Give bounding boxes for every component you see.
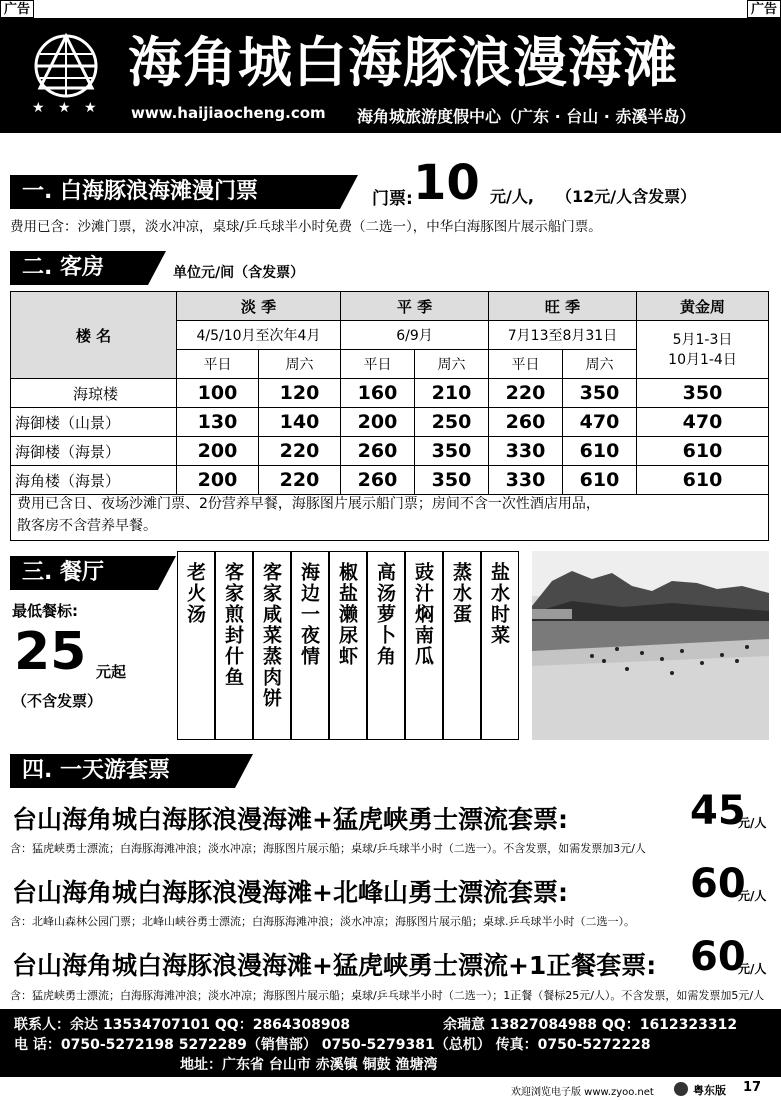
footer-welcome: 欢迎浏览电子版 www.zyoo.net [511, 1087, 654, 1098]
ticket-invoice-price: （12元/人含发票） [556, 187, 697, 206]
season-mid: 平 季 [341, 292, 489, 321]
room-price: 220 [259, 437, 341, 466]
room-price: 350 [637, 379, 769, 408]
room-price: 470 [563, 408, 637, 437]
room-price: 160 [341, 379, 415, 408]
room-price: 220 [259, 466, 341, 495]
season-high: 旺 季 [489, 292, 637, 321]
package-unit: 元/人 [738, 816, 767, 830]
day-label: 平日 [489, 350, 563, 379]
season-mid-dates: 6/9月 [341, 321, 489, 350]
package-price: 60 [690, 934, 746, 980]
season-low: 淡 季 [177, 292, 341, 321]
contact-line1b: 余瑞意 13827084988 QQ：1612323312 [443, 1017, 738, 1033]
min-meal-price: 25 [14, 622, 87, 682]
svg-text:★: ★ [58, 100, 71, 114]
day-label: 周六 [259, 350, 341, 379]
room-price: 120 [259, 379, 341, 408]
room-price: 610 [563, 437, 637, 466]
room-price: 130 [177, 408, 259, 437]
room-name: 海御楼（海景） [11, 437, 177, 466]
room-price: 610 [563, 466, 637, 495]
room-price: 250 [415, 408, 489, 437]
ticket-includes: 费用已含：沙滩门票，淡水冲凉，桌球/乒乓球半小时免费（二选一），中华白海豚图片展示船门票。 [10, 219, 602, 235]
table-row [11, 408, 769, 437]
ticket-label: 门票: [372, 189, 413, 209]
package-price: 60 [690, 861, 746, 907]
room-price-table [10, 291, 769, 495]
season-low-dates: 4/5/10月至次年4月 [177, 321, 341, 350]
room-price: 200 [341, 408, 415, 437]
day-label: 平日 [341, 350, 415, 379]
package-note: 含：北峰山森林公园门票；北峰山峡谷勇士漂流；白海豚海滩冲浪；淡水冲凉；海豚图片展示船；桌球.乒乓球半小时（二选一）。 [10, 915, 635, 928]
dish-item: 客家煎封什鱼 [215, 551, 253, 740]
rooms-note-line1: 费用已含日、夜场沙滩门票、2份营养早餐，海豚图片展示船门票；房间不含一次性酒店用品， [17, 496, 600, 512]
package-price: 45 [690, 788, 746, 834]
day-label: 平日 [177, 350, 259, 379]
zyoo-logo-icon [674, 1082, 688, 1096]
website-link[interactable]: www.haijiaocheng.com [131, 104, 326, 122]
package-unit: 元/人 [738, 889, 767, 903]
room-price: 100 [177, 379, 259, 408]
season-high-dates: 7月13至8月31日 [489, 321, 637, 350]
ad-tag-left: 广告 [0, 0, 34, 18]
room-price: 200 [177, 437, 259, 466]
room-price: 350 [415, 466, 489, 495]
resort-logo-icon [18, 26, 118, 114]
room-price: 260 [341, 466, 415, 495]
room-price: 220 [489, 379, 563, 408]
dish-item: 盐水时菜 [481, 551, 519, 740]
rooms-note-line2: 散客房不含营养早餐。 [17, 518, 157, 534]
page-number: 17 [743, 1080, 762, 1095]
dish-item: 豉汁焖南瓜 [405, 551, 443, 740]
room-price: 260 [341, 437, 415, 466]
ad-tag-right: 广告 [747, 0, 781, 18]
page-title: 海角城白海豚浪漫海滩 [128, 31, 678, 94]
min-meal-unit: 元起 [96, 663, 127, 681]
table-row [11, 437, 769, 466]
package-note: 含：猛虎峡勇士漂流；白海豚海滩冲浪；淡水冲凉；海豚图片展示船；桌球/乒乓球半小时（二选一）；1正餐（餐标25元/人）。不含发票，如需发票加5元/人 [10, 989, 765, 1002]
dish-item: 老火汤 [177, 551, 215, 740]
package-note: 含：猛虎峡勇士漂流；白海豚海滩冲浪；淡水冲凉；海豚图片展示船；桌球/乒乓球半小时（二选一）。不含发票，如需发票加3元/人 [10, 842, 646, 855]
col-building: 楼 名 [11, 292, 177, 379]
rooms-unit-note: 单位元/间（含发票） [173, 265, 305, 281]
package-unit: 元/人 [738, 962, 767, 976]
table-row [11, 379, 769, 408]
section-rooms-header: 二. 客房 [10, 251, 148, 285]
package-title: 台山海角城白海豚浪漫海滩+北峰山勇士漂流套票: [12, 878, 568, 907]
contact-line1a: 联系人：余达 13534707101 QQ：2864308908 [14, 1017, 351, 1033]
room-price: 140 [259, 408, 341, 437]
invoice-note: （不含发票） [12, 692, 103, 710]
contact-address: 地址：广东省 台山市 赤溪镇 铜鼓 渔塘湾 [180, 1057, 438, 1073]
svg-text:★: ★ [32, 100, 45, 114]
dish-item: 客家咸菜蒸肉饼 [253, 551, 291, 740]
package-title: 台山海角城白海豚浪漫海滩+猛虎峡勇士漂流套票: [12, 805, 568, 834]
room-price: 200 [177, 466, 259, 495]
golden-date-may: 5月1-3日 [672, 331, 733, 348]
room-name: 海琼楼 [11, 379, 177, 408]
dish-item: 海边一夜情 [291, 551, 329, 740]
room-name: 海角楼（海景） [11, 466, 177, 495]
footer-brand: 粤东版 [693, 1084, 726, 1097]
golden-week-dates [637, 321, 769, 379]
room-price: 610 [637, 437, 769, 466]
section-ticket-header: 一. 白海豚浪海滩漫门票 [10, 175, 340, 209]
day-label: 周六 [563, 350, 637, 379]
room-price: 350 [415, 437, 489, 466]
section-packages-header: 四. 一天游套票 [10, 754, 235, 788]
golden-date-oct: 10月1-4日 [668, 351, 737, 368]
room-price: 350 [563, 379, 637, 408]
rooms-note [10, 489, 769, 541]
dish-item: 蒸水蛋 [443, 551, 481, 740]
section-restaurant-header: 三. 餐厅 [10, 556, 158, 590]
svg-text:★: ★ [84, 100, 97, 114]
room-price: 260 [489, 408, 563, 437]
min-meal-label: 最低餐标: [12, 602, 78, 620]
season-golden-week: 黄金周 [637, 292, 769, 321]
contact-phone: 电 话：0750-5272198 5272289（销售部） 0750-5279381（总机） 传真：0750-5272228 [14, 1037, 651, 1053]
dish-item: 椒盐濑尿虾 [329, 551, 367, 740]
beach-photo [532, 551, 769, 740]
package-title: 台山海角城白海豚浪漫海滩+猛虎峡勇士漂流+1正餐套票: [12, 951, 657, 980]
dish-item: 高汤萝卜角 [367, 551, 405, 740]
day-label: 周六 [415, 350, 489, 379]
room-price: 610 [637, 466, 769, 495]
room-price: 330 [489, 466, 563, 495]
ticket-unit: 元/人, [490, 187, 534, 206]
ticket-price: 10 [413, 155, 480, 211]
room-price: 330 [489, 437, 563, 466]
room-price: 470 [637, 408, 769, 437]
room-price: 210 [415, 379, 489, 408]
center-name: 海角城旅游度假中心（广东 · 台山 · 赤溪半岛） [357, 107, 696, 126]
room-name: 海御楼（山景） [11, 408, 177, 437]
